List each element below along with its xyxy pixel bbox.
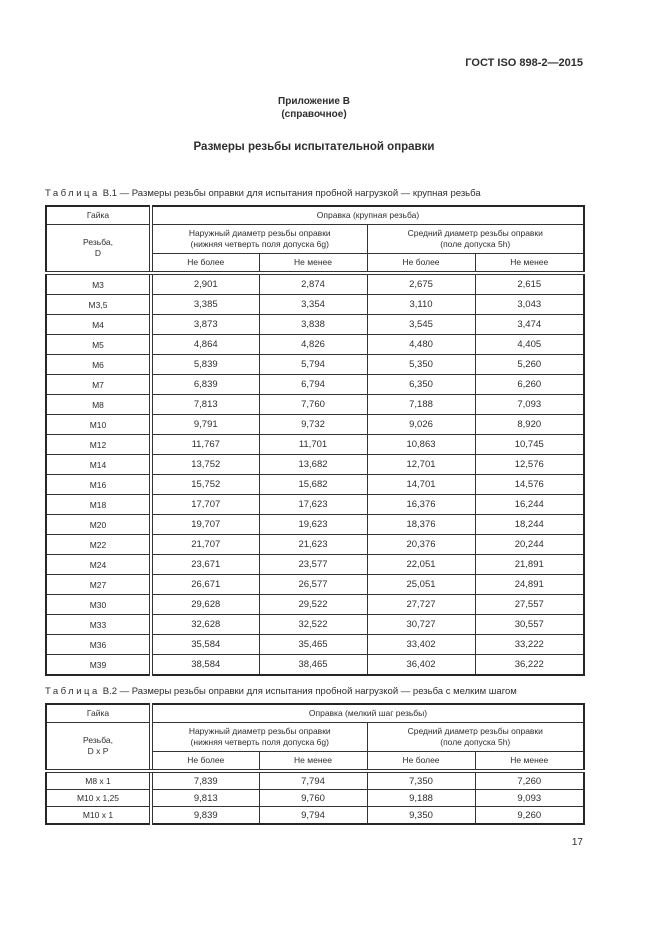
table-row — [46, 655, 584, 676]
value-cell: 16,376 — [367, 495, 475, 515]
header-limit-min: Не менее — [259, 254, 367, 274]
header-limit-max: Не более — [367, 254, 475, 274]
header-mid-diameter — [367, 723, 584, 752]
value-cell: 11,701 — [259, 435, 367, 455]
value-cell: 9,026 — [367, 415, 475, 435]
table-row — [46, 475, 584, 495]
header-nut: Гайка — [46, 704, 151, 723]
value-cell: 32,628 — [151, 615, 259, 635]
value-cell: 17,623 — [259, 495, 367, 515]
doc-number: ГОСТ ISO 898-2—2015 — [465, 57, 583, 69]
table-row — [46, 575, 584, 595]
value-cell: 7,188 — [367, 395, 475, 415]
table-row — [46, 395, 584, 415]
value-cell: 35,465 — [259, 635, 367, 655]
value-cell: 3,043 — [475, 295, 584, 315]
header-mid-line1: Средний диаметр резьбы оправки — [407, 228, 543, 238]
thread-designation-cell: M27 — [46, 575, 151, 595]
header-limit-min: Не менее — [475, 752, 584, 772]
header-outer-line2: (нижняя четверть поля допуска 6g) — [190, 737, 329, 747]
header-mandrel: Оправка (мелкий шаг резьбы) — [151, 704, 584, 723]
value-cell: 7,093 — [475, 395, 584, 415]
value-cell: 27,557 — [475, 595, 584, 615]
header-nut: Гайка — [46, 206, 151, 225]
table-row — [46, 355, 584, 375]
value-cell: 3,474 — [475, 315, 584, 335]
header-mandrel: Оправка (крупная резьба) — [151, 206, 584, 225]
thread-designation-cell: M24 — [46, 555, 151, 575]
value-cell: 21,623 — [259, 535, 367, 555]
table-row — [46, 615, 584, 635]
value-cell: 9,760 — [259, 790, 367, 807]
value-cell: 23,671 — [151, 555, 259, 575]
value-cell: 12,576 — [475, 455, 584, 475]
value-cell: 4,864 — [151, 335, 259, 355]
thread-designation-cell: M30 — [46, 595, 151, 615]
appendix-heading — [45, 95, 583, 121]
value-cell: 26,577 — [259, 575, 367, 595]
value-cell: 4,480 — [367, 335, 475, 355]
value-cell: 35,584 — [151, 635, 259, 655]
table-row — [46, 790, 584, 807]
table-row — [46, 515, 584, 535]
value-cell: 7,794 — [259, 771, 367, 790]
value-cell: 14,701 — [367, 475, 475, 495]
value-cell: 3,838 — [259, 315, 367, 335]
value-cell: 8,920 — [475, 415, 584, 435]
header-mid-line2: (поле допуска 5h) — [440, 737, 511, 747]
value-cell: 10,863 — [367, 435, 475, 455]
thread-designation-cell: M5 — [46, 335, 151, 355]
value-cell: 23,577 — [259, 555, 367, 575]
value-cell: 5,350 — [367, 355, 475, 375]
value-cell: 7,813 — [151, 395, 259, 415]
value-cell: 32,522 — [259, 615, 367, 635]
value-cell: 10,745 — [475, 435, 584, 455]
value-cell: 29,522 — [259, 595, 367, 615]
value-cell: 16,244 — [475, 495, 584, 515]
value-cell: 25,051 — [367, 575, 475, 595]
value-cell: 9,350 — [367, 807, 475, 825]
table-row — [46, 455, 584, 475]
header-limit-min: Не менее — [259, 752, 367, 772]
value-cell: 5,839 — [151, 355, 259, 375]
thread-designation-cell: M10 — [46, 415, 151, 435]
table-row — [46, 415, 584, 435]
header-outer-diameter — [151, 225, 367, 254]
value-cell: 3,354 — [259, 295, 367, 315]
value-cell: 2,874 — [259, 273, 367, 295]
value-cell: 5,260 — [475, 355, 584, 375]
value-cell: 27,727 — [367, 595, 475, 615]
appendix-line2: (справочное) — [281, 109, 347, 120]
header-limit-max: Не более — [151, 254, 259, 274]
value-cell: 7,760 — [259, 395, 367, 415]
table-row — [46, 771, 584, 790]
value-cell: 9,093 — [475, 790, 584, 807]
value-cell: 4,826 — [259, 335, 367, 355]
value-cell: 6,794 — [259, 375, 367, 395]
value-cell: 15,682 — [259, 475, 367, 495]
value-cell: 20,244 — [475, 535, 584, 555]
header-limit-max: Не более — [367, 752, 475, 772]
table-b2 — [45, 703, 585, 825]
value-cell: 6,350 — [367, 375, 475, 395]
thread-designation-cell: M20 — [46, 515, 151, 535]
header-thread-line2: D x P — [87, 746, 109, 756]
value-cell: 2,675 — [367, 273, 475, 295]
table-row — [46, 375, 584, 395]
value-cell: 2,901 — [151, 273, 259, 295]
value-cell: 20,376 — [367, 535, 475, 555]
table-b1-body — [46, 273, 584, 675]
thread-designation-cell: M12 — [46, 435, 151, 455]
value-cell: 38,584 — [151, 655, 259, 676]
value-cell: 13,752 — [151, 455, 259, 475]
thread-designation-cell: M3 — [46, 273, 151, 295]
thread-designation-cell: M33 — [46, 615, 151, 635]
value-cell: 7,260 — [475, 771, 584, 790]
header-thread-line1: Резьба, — [83, 735, 113, 745]
table-row — [46, 295, 584, 315]
value-cell: 18,244 — [475, 515, 584, 535]
value-cell: 22,051 — [367, 555, 475, 575]
value-cell: 30,557 — [475, 615, 584, 635]
value-cell: 5,794 — [259, 355, 367, 375]
value-cell: 29,628 — [151, 595, 259, 615]
table-b1 — [45, 205, 585, 676]
value-cell: 21,891 — [475, 555, 584, 575]
table-b2-body — [46, 771, 584, 824]
value-cell: 9,188 — [367, 790, 475, 807]
value-cell: 38,465 — [259, 655, 367, 676]
value-cell: 2,615 — [475, 273, 584, 295]
value-cell: 9,260 — [475, 807, 584, 825]
value-cell: 24,891 — [475, 575, 584, 595]
value-cell: 9,732 — [259, 415, 367, 435]
thread-designation-cell: M22 — [46, 535, 151, 555]
value-cell: 13,682 — [259, 455, 367, 475]
value-cell: 9,839 — [151, 807, 259, 825]
value-cell: 9,813 — [151, 790, 259, 807]
table1-caption-text: В.1 — Размеры резьбы оправки для испытания пробной нагрузкой — крупная резьба — [102, 188, 481, 199]
table-row — [46, 635, 584, 655]
value-cell: 33,222 — [475, 635, 584, 655]
value-cell: 9,794 — [259, 807, 367, 825]
thread-designation-cell: M18 — [46, 495, 151, 515]
thread-designation-cell: M10 x 1,25 — [46, 790, 151, 807]
value-cell: 6,260 — [475, 375, 584, 395]
header-limit-min: Не менее — [475, 254, 584, 274]
value-cell: 19,623 — [259, 515, 367, 535]
value-cell: 11,767 — [151, 435, 259, 455]
value-cell: 15,752 — [151, 475, 259, 495]
table-row — [46, 273, 584, 295]
value-cell: 3,873 — [151, 315, 259, 335]
thread-designation-cell: M14 — [46, 455, 151, 475]
value-cell: 6,839 — [151, 375, 259, 395]
value-cell: 9,791 — [151, 415, 259, 435]
table2-caption — [45, 685, 583, 698]
thread-designation-cell: M6 — [46, 355, 151, 375]
header-mid-diameter — [367, 225, 584, 254]
value-cell: 7,839 — [151, 771, 259, 790]
table-row — [46, 807, 584, 825]
thread-designation-cell: M8 — [46, 395, 151, 415]
value-cell: 26,671 — [151, 575, 259, 595]
table1-caption-label: Таблица — [45, 188, 100, 199]
header-mid-line2: (поле допуска 5h) — [440, 239, 511, 249]
thread-designation-cell: M10 x 1 — [46, 807, 151, 825]
table-row — [46, 555, 584, 575]
thread-designation-cell: M39 — [46, 655, 151, 676]
table-row — [46, 435, 584, 455]
value-cell: 3,545 — [367, 315, 475, 335]
header-thread — [46, 225, 151, 274]
value-cell: 19,707 — [151, 515, 259, 535]
page-title: Размеры резьбы испытательной оправки — [193, 141, 435, 153]
header-thread-line2: D — [94, 248, 102, 258]
value-cell: 14,576 — [475, 475, 584, 495]
thread-designation-cell: M8 x 1 — [46, 771, 151, 790]
thread-designation-cell: M4 — [46, 315, 151, 335]
thread-designation-cell: M36 — [46, 635, 151, 655]
header-limit-max: Не более — [151, 752, 259, 772]
value-cell: 4,405 — [475, 335, 584, 355]
table-row — [46, 535, 584, 555]
table-row — [46, 495, 584, 515]
value-cell: 3,385 — [151, 295, 259, 315]
table2-caption-text: В.2 — Размеры резьбы оправки для испытания пробной нагрузкой — резьба с мелким шагом — [102, 686, 517, 697]
value-cell: 18,376 — [367, 515, 475, 535]
value-cell: 21,707 — [151, 535, 259, 555]
value-cell: 17,707 — [151, 495, 259, 515]
page-number: 17 — [571, 837, 583, 848]
value-cell: 30,727 — [367, 615, 475, 635]
value-cell: 33,402 — [367, 635, 475, 655]
table-row — [46, 335, 584, 355]
thread-designation-cell: M7 — [46, 375, 151, 395]
header-outer-line2: (нижняя четверть поля допуска 6g) — [190, 239, 329, 249]
value-cell: 12,701 — [367, 455, 475, 475]
table-row — [46, 315, 584, 335]
table2-caption-label: Таблица — [45, 686, 100, 697]
appendix-line1: Приложение В — [278, 96, 350, 107]
value-cell: 36,402 — [367, 655, 475, 676]
header-thread — [46, 723, 151, 772]
header-outer-line1: Наружный диаметр резьбы оправки — [188, 228, 331, 238]
value-cell: 36,222 — [475, 655, 584, 676]
thread-designation-cell: M3,5 — [46, 295, 151, 315]
value-cell: 3,110 — [367, 295, 475, 315]
header-outer-line1: Наружный диаметр резьбы оправки — [188, 726, 331, 736]
header-outer-diameter — [151, 723, 367, 752]
value-cell: 7,350 — [367, 771, 475, 790]
header-mid-line1: Средний диаметр резьбы оправки — [407, 726, 543, 736]
table-row — [46, 595, 584, 615]
thread-designation-cell: M16 — [46, 475, 151, 495]
header-thread-line1: Резьба, — [83, 237, 113, 247]
table1-caption — [45, 187, 583, 200]
